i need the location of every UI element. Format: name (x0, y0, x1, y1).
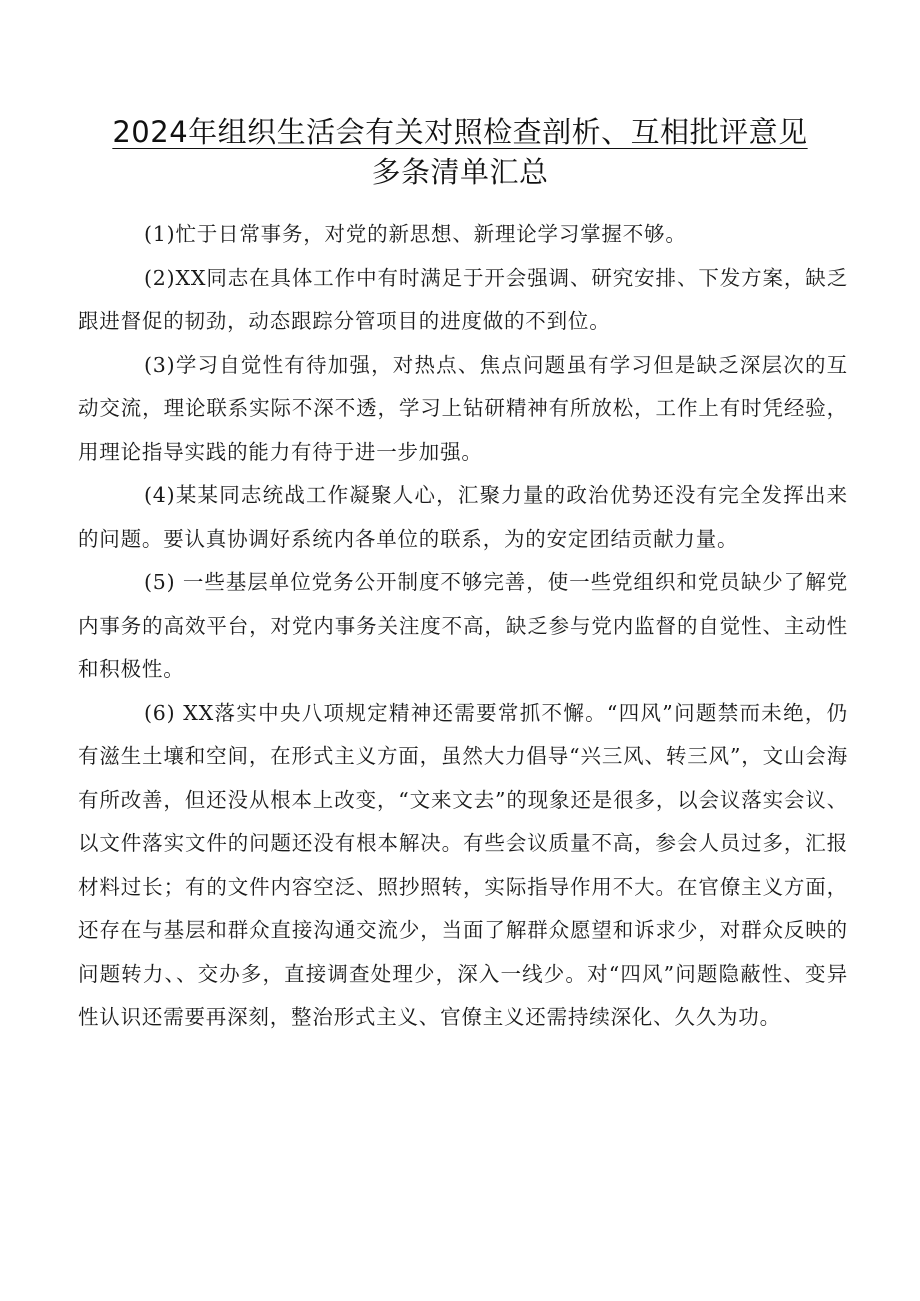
document-body (78, 213, 848, 1040)
title-line-2: 多条清单汇总 (371, 155, 549, 189)
document-title (60, 112, 860, 192)
paragraph-6: (6) XX落实中央八项规定精神还需要常抓不懈。“四风”问题禁而未绝，仍有滋生土壤和空间，在形式主义方面，虽然大力倡导“兴三风、转三风”，文山会海有所改善，但还没从根本上改变，“文来文去”的现象还是很多，以会议落实会议、以文件落实文件的问题还没有根本解决。有些会议质量不高，参会人员过多，汇报材料过长；有的文件内容空泛、照抄照转，实际指导作用不大。在官僚主义方面，还存在与基层和群众直接沟通交流少，当面了解群众愿望和诉求少，对群众反映的问题转力、、交办多，直接调查处理少，深入一线少。对“四风”问题隐蔽性、变异性认识还需要再深刻，整治形式主义、官僚主义还需持续深化、久久为功。 (78, 700, 848, 1029)
paragraph-3: (3)学习自觉性有待加强，对热点、焦点问题虽有学习但是缺乏深层次的互动交流，理论联系实际不深不透，学习上钻研精神有所放松，工作上有时凭经验，用理论指导实践的能力有待于进一步加强。 (78, 352, 848, 464)
paragraph-5: (5) 一些基层单位党务公开制度不够完善，使一些党组织和党员缺少了解党内事务的高效平台，对党内事务关注度不高，缺乏参与党内监督的自觉性、主动性和积极性。 (78, 570, 848, 681)
paragraph-4: (4)某某同志统战工作凝聚人心，汇聚力量的政治优势还没有完全发挥出来的问题。要认真协调好系统内各单位的联系，为的安定团结贡献力量。 (78, 483, 848, 551)
paragraph-1: (1)忙于日常事务，对党的新思想、新理论学习掌握不够。 (144, 222, 687, 246)
title-line-1: 2024年组织生活会有关对照检查剖析、互相批评意见 (112, 115, 808, 149)
paragraph-2: (2)XX同志在具体工作中有时满足于开会强调、研究安排、下发方案，缺乏跟进督促的韧劲，动态跟踪分管项目的进度做的不到位。 (78, 265, 848, 333)
